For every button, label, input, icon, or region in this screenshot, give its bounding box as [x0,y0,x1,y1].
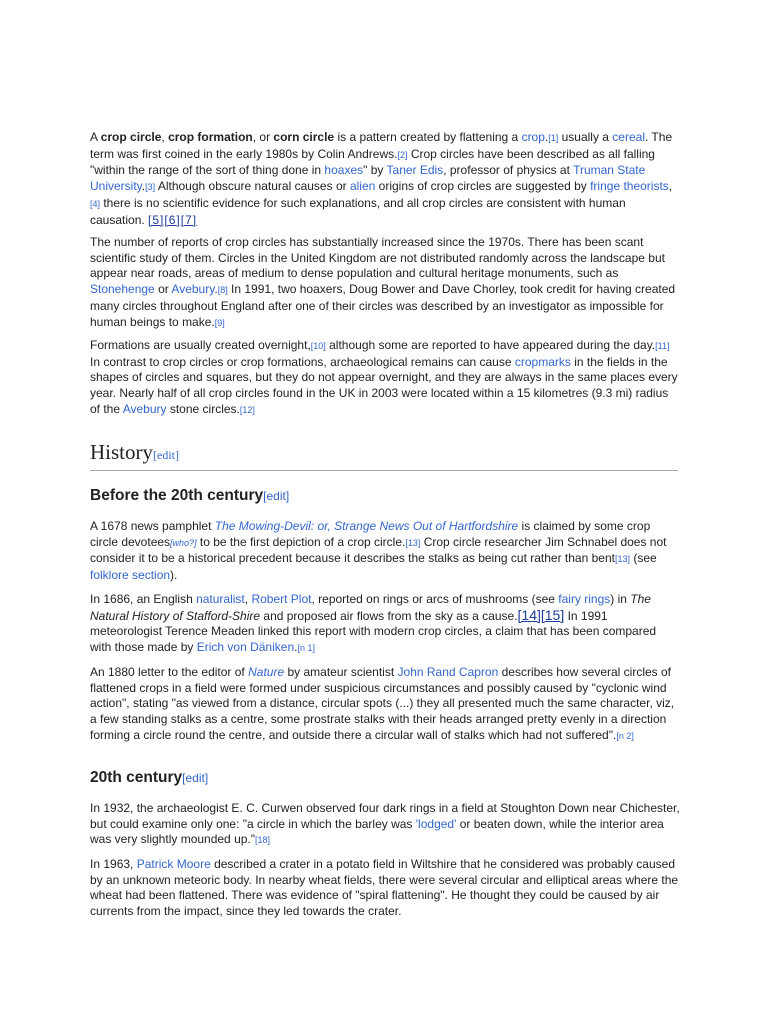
link-avebury[interactable]: Avebury [171,282,215,297]
text: Although obscure natural causes or [155,179,350,194]
link-naturalist[interactable]: naturalist [196,592,245,606]
text: describes how several circles of flattened crops in a field were formed under suspicious circumstances and possibly caused by "cyclonic wind action", stating "as viewed from a distance, circular spots (...) they all presented much the same character, viz, a few standing stalks as a centre, some prostrate stalks with their heads arranged pretty evenly in a direction forming a circle round the centre, and outside there a circular wall of stalks which had not suffered". [90,665,675,742]
text: there is no scientific evidence for such explanations, and all crop circles are consistent with human causation. [90,195,626,227]
link-cereal[interactable]: cereal [612,130,645,144]
link-patrick-moore[interactable]: Patrick Moore [136,857,211,871]
citation-13[interactable]: [13] [405,537,421,548]
text: , or [252,130,274,144]
book-title: The Natural History of Stafford-Shire [90,592,651,623]
link-robert-plot[interactable]: Robert Plot [251,592,312,606]
text: A [90,130,101,144]
link-crop[interactable]: crop [521,130,545,144]
before20-paragraph-3 [90,665,680,745]
bold-term-crop-circle: crop circle [100,130,162,144]
text: In 1991 meteorologist Terence Meaden linked this report with modern crop circles, a claim that has been compared with those made by [90,608,657,655]
subsection-title: Before the 20th century [90,487,264,504]
intro-paragraph-1 [90,130,680,228]
subsection-heading-before-20th-century [90,486,289,506]
citation-9[interactable]: [9] [214,317,225,328]
text: , [668,179,673,194]
text: In 1686, an English [90,592,197,606]
link-lodged[interactable]: 'lodged' [415,816,457,831]
link-john-rand-capron[interactable]: John Rand Capron [397,665,499,679]
edit-link-20th-century[interactable]: [edit] [182,771,209,785]
citation-10[interactable]: [10] [310,341,326,351]
text: The number of reports of crop circles has substantially increased since the 1970s. There has been scant scientific study of them. Circles in the United Kingdom are not distributed randomly across the landscape but appear near roads, areas of medium to dense population and cultural heritage monuments, such as [90,235,665,281]
link-mowing-devil-pamphlet[interactable]: The Mowing-Devil: or, Strange News Out of Hartfordshire [214,519,519,533]
subsection-heading-20th-century [90,768,208,788]
text: . [544,130,549,144]
link-cropmarks[interactable]: cropmarks [514,354,571,369]
bold-term-crop-formation: crop formation [168,130,253,144]
c20-paragraph-2 [90,857,680,920]
text: usually a [558,130,613,144]
text: to be the first depiction of a crop circle. [196,534,406,549]
link-fairy-rings[interactable]: fairy rings [558,592,611,606]
note-1[interactable]: [n 1] [297,643,315,654]
text: origins of crop circles are suggested by [375,179,591,194]
text: , [244,592,252,606]
citation-1[interactable]: [1] [548,133,559,143]
text: or [154,282,172,297]
link-avebury-2[interactable]: Avebury [122,401,167,416]
text: An 1880 letter to the editor of [90,665,249,679]
text: Crop circle researcher Jim Schnabel does not consider it to be a historical precedent because it describes the stalks as being cut rather than bent [90,534,667,566]
text: . The term was first coined in the early 1980s by Colin Andrews. [90,130,673,161]
text: is claimed by some crop circle devotees [90,519,651,549]
text: , professor of physics at [443,163,574,178]
text: Crop circles have been described as all falling "within the range of the sort of thing done in [90,146,655,178]
link-nature[interactable]: Nature [248,665,285,679]
citation-5-6-7[interactable]: [5][6][7] [148,212,198,227]
text: , [161,130,169,144]
citation-11[interactable]: [11] [655,341,670,351]
edit-link-history[interactable]: [edit] [153,448,179,462]
who-tag[interactable]: [who?] [170,537,197,548]
subsection-title: 20th century [90,769,183,786]
link-stonehenge[interactable]: Stonehenge [90,282,155,297]
text: is a pattern created by flattening a [334,130,522,144]
text: or beaten down, while the interior area was very slightly mounded up." [90,816,664,847]
link-truman-state-university[interactable]: Truman State University [90,163,646,194]
before20-paragraph-2 [90,592,680,657]
text: stone circles. [166,401,240,416]
text: and proposed air flows from the sky as a cause. [260,608,518,623]
intro-paragraph-3 [90,338,680,419]
c20-paragraph-1 [90,801,680,849]
text: . [214,282,218,297]
link-erich-von-daniken[interactable]: Erich von Däniken [196,640,295,655]
text: , reported on rings or arcs of mushrooms (see [311,592,559,606]
citation-4[interactable]: [4] [90,198,101,209]
link-alien[interactable]: alien [349,179,376,194]
citation-8[interactable]: [8] [217,285,228,296]
text: In contrast to crop circles or crop formations, archaeological remains can cause [90,354,515,369]
text: by amateur scientist [284,665,398,679]
text: . [294,640,298,655]
text: In 1963, [90,857,137,871]
text: In 1991, two hoaxers, Doug Bower and Dave Chorley, took credit for having created many circles throughout England after one of their circles was described by an investigator as impossible for human beings to make. [90,282,676,329]
text: In 1932, the archaeologist E. C. Curwen observed four dark rings in a field at Stoughton Down near Chichester, but could examine only one: "a circle in which the barley was [90,801,680,831]
note-2[interactable]: [n 2] [616,730,634,741]
text: A 1678 news pamphlet [90,519,215,533]
citation-18[interactable]: [18] [255,835,271,846]
link-folklore-section[interactable]: folklore section [90,568,171,583]
text: " by [363,163,387,178]
before20-paragraph-1 [90,519,680,584]
bold-term-corn-circle: corn circle [273,130,335,144]
section-title: History [90,440,153,464]
citation-14-15[interactable]: [14][15] [517,606,565,623]
link-taner-edis[interactable]: Taner Edis [386,163,444,178]
intro-paragraph-2 [90,235,680,331]
text: (see [630,551,657,566]
text: . [141,179,146,194]
link-hoaxes[interactable]: hoaxes [324,163,364,178]
link-fringe-theorists[interactable]: fringe theorists [590,179,669,194]
citation-3[interactable]: [3] [145,182,156,193]
citation-12[interactable]: [12] [239,404,255,415]
text: in the fields in the shapes of circles and squares, but they do not appear overnight, and they are always in the same places every year. Nearly half of all crop circles found in the UK in 2003 were located within a 15 kilometres (9.3 mi) radius of the [90,354,678,416]
text: ) in [610,592,631,606]
section-heading-history [90,438,678,471]
citation-2[interactable]: [2] [397,149,408,160]
text: ). [170,568,178,583]
text: described a crater in a potato field in Wiltshire that he considered was probably caused by an unknown meteoric body. In nearby wheat fields, there were several circular and elliptical areas where the wheat had been flattened. There was evidence of "spiral flattening". He thought they could be caused by air currents from the impact, since they led towards the crater. [90,857,679,919]
text: although some are reported to have appeared during the day. [325,338,656,352]
text: Formations are usually created overnight, [90,338,311,352]
edit-link-before-20th-century[interactable]: [edit] [263,489,290,503]
citation-13[interactable]: [13] [614,554,630,565]
